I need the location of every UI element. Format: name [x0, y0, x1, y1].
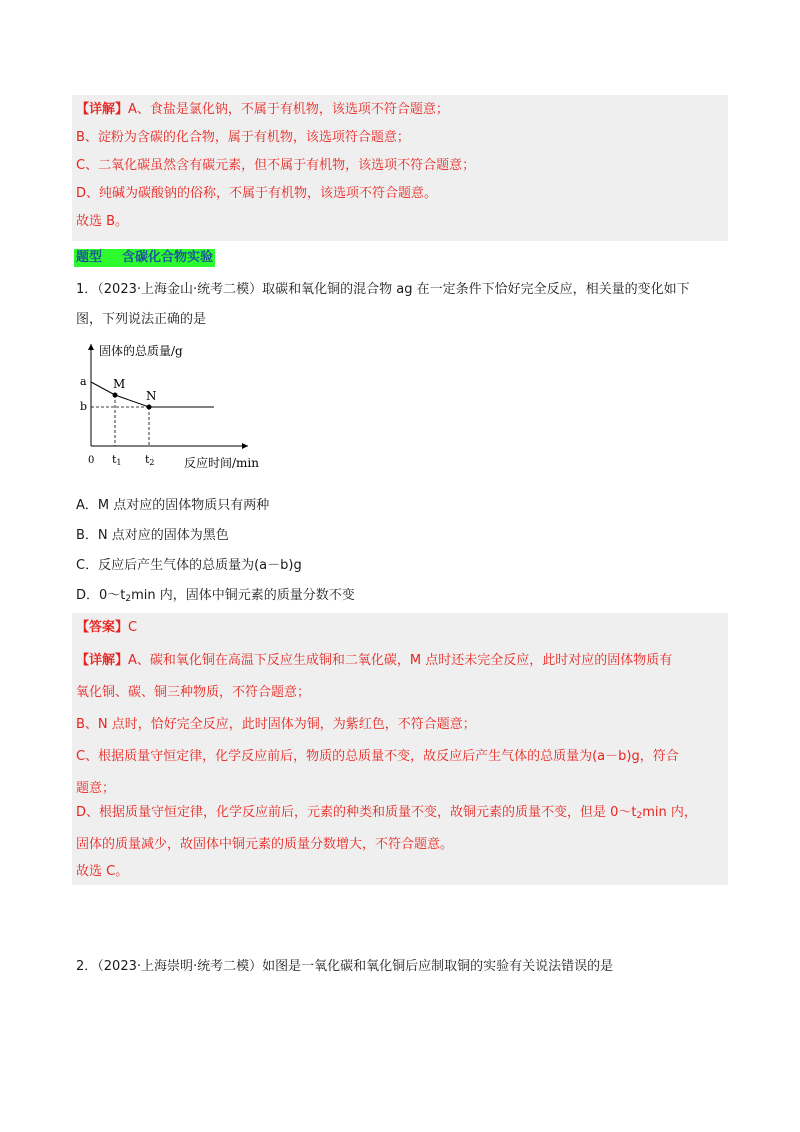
q1-explanation-d1-pre: D、根据质量守恒定律，化学反应前后，元素的种类和质量不变，故铜元素的质量不变，但是 0～t	[76, 805, 637, 820]
option-c: C．反应后产生气体的总质量为(a－b)g	[76, 558, 302, 573]
answer-value: C	[128, 620, 138, 635]
q1-explanation-a1	[76, 652, 672, 670]
explanation-tag: 【详解】	[76, 102, 129, 117]
y-tick-a: a	[80, 375, 87, 388]
x-axis-label: 反应时间/min	[184, 456, 259, 470]
question-type-heading	[74, 249, 215, 267]
y-axis-label: 固体的总质量/g	[99, 344, 183, 358]
point-N	[147, 405, 152, 410]
q1-explanation-d1-subscript: 2	[636, 811, 643, 821]
explanation-text: A、食盐是氯化钠，不属于有机物，该选项不符合题意；	[128, 102, 449, 117]
question-1-stem-line1: 1．（2023·上海金山·统考二模）取碳和氧化铜的混合物 ag 在一定条件下恰好完全反应，相关量的变化如下	[76, 282, 690, 297]
option-d-text-post: min 内，固体中铜元素的质量分数不变	[131, 588, 355, 603]
q1-explanation-d1	[76, 804, 697, 825]
q1-explanation-d1-post: min 内，	[642, 805, 697, 820]
mass-time-graph	[72, 338, 282, 478]
q1-explanation-c2: 题意；	[76, 781, 116, 796]
option-a: A．M 点对应的固体物质只有两种	[76, 498, 270, 513]
q1-explanation-d2: 固体的质量减少，故固体中铜元素的质量分数增大，不符合题意。	[76, 837, 454, 852]
option-b: B．N 点对应的固体为黑色	[76, 528, 229, 543]
type-title: 含碳化合物实验	[122, 250, 214, 265]
y-tick-b: b	[80, 400, 88, 413]
x-tick-t2: t2	[145, 453, 155, 467]
option-d	[76, 587, 355, 608]
origin-label: 0	[88, 455, 95, 466]
point-M-label: M	[113, 377, 126, 391]
answer-tag: 【答案】	[76, 620, 129, 635]
option-d-text-pre: D．0～t	[76, 588, 126, 603]
question-2-stem: 2．（2023·上海崇明·统考二模）如图是一氧化碳和氧化铜后应制取铜的实验有关说法错误的是	[76, 959, 614, 974]
q1-explanation-b: B、N 点时，恰好完全反应，此时固体为铜，为紫红色，不符合题意；	[76, 717, 476, 732]
q1-explanation-a2: 氧化铜、碳、铜三种物质，不符合题意；	[76, 685, 311, 700]
explanation-line-d: D、纯碱为碳酸钠的俗称，不属于有机物，该选项不符合题意。	[76, 186, 438, 201]
explanation-line-c: C、二氧化碳虽然含有碳元素，但不属于有机物，该选项不符合题意；	[76, 158, 476, 173]
option-d-subscript: 2	[125, 594, 132, 604]
explanation-conclusion: 故选 B。	[76, 214, 129, 229]
explanation-line-b: B、淀粉为含碳的化合物，属于有机物，该选项符合题意；	[76, 130, 410, 145]
q1-explanation-tag: 【详解】	[76, 653, 129, 668]
point-N-label: N	[146, 389, 157, 403]
q1-explanation-a1-text: A、碳和氧化铜在高温下反应生成铜和二氧化碳，M 点时还未完全反应，此时对应的固体物质有	[128, 653, 673, 668]
point-M	[113, 393, 118, 398]
explanation-line-a	[76, 101, 449, 119]
type-label: 题型	[76, 250, 103, 265]
q1-explanation-conclusion: 故选 C。	[76, 864, 129, 879]
answer-line	[76, 619, 137, 637]
question-1-stem-line2: 图，下列说法正确的是	[76, 312, 207, 327]
q1-explanation-c1: C、根据质量守恒定律，化学反应前后，物质的总质量不变，故反应后产生气体的总质量为(a－b)g，符合	[76, 749, 679, 764]
x-tick-t1: t1	[112, 453, 122, 467]
